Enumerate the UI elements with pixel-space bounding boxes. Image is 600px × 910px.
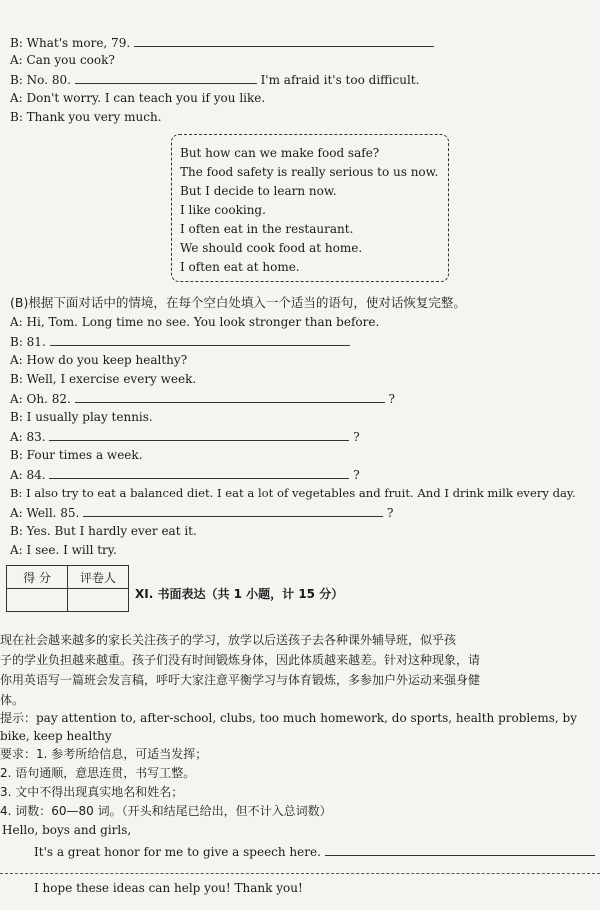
options-box — [171, 134, 449, 282]
option-item: But how can we make food safe? — [180, 146, 380, 160]
dialogue-line: B: Yes. But I hardly ever eat it. — [10, 524, 197, 538]
writing-prompt-line: 现在社会越来越多的家长关注孩子的学习，放学以后送孩子去各种课外辅导班，似乎孩 — [0, 633, 457, 647]
requirement-line: 4. 词数：60—80 词。（开头和结尾已给出，但不计入总词数） — [0, 804, 332, 818]
answer-blank-80[interactable] — [75, 71, 257, 84]
section-b-instruction: (B)根据下面对话中的情境，在每个空白处填入一个适当的语句，使对话恢复完整。 — [10, 295, 466, 310]
writing-blank[interactable] — [325, 843, 595, 856]
dialogue-line-81: B: 81. — [10, 333, 350, 350]
writing-prompt-line: 你用英语写一篇班会发言稿，呼吁大家注意平衡学习与体育锻炼，多参加户外运动来强身健 — [0, 673, 481, 687]
score-cell[interactable] — [7, 589, 68, 612]
writing-heading: XI. 书面表达（共 1 小题，计 15 分） — [135, 587, 344, 601]
dialogue-line: A: Can you cook? — [10, 53, 115, 67]
option-item: I like cooking. — [180, 203, 266, 217]
writing-prompt-line: 子的学业负担越来越重。孩子们没有时间锻炼身体，因此体质越来越差。针对这种现象，请 — [0, 653, 481, 667]
dialogue-line: B: Four times a week. — [10, 448, 143, 462]
requirement-line: 要求：1. 参考所给信息，可适当发挥； — [0, 747, 208, 761]
answer-blank-82[interactable] — [75, 390, 385, 403]
dialogue-line: B: Thank you very much. — [10, 110, 162, 124]
requirement-line: 3. 文中不得出现真实地名和姓名； — [0, 785, 184, 799]
answer-blank-84[interactable] — [49, 466, 349, 479]
dialogue-line-79: B: What's more, 79. — [10, 34, 434, 51]
answer-blank-79[interactable] — [134, 34, 434, 47]
option-item: But I decide to learn now. — [180, 184, 337, 198]
grader-cell[interactable] — [68, 589, 129, 612]
dialogue-line: B: I usually play tennis. — [10, 410, 153, 424]
speech-opening-line: It's a great honor for me to give a speech here. — [34, 843, 595, 860]
answer-blank-83[interactable] — [49, 428, 349, 441]
answer-blank-81[interactable] — [50, 333, 350, 346]
dialogue-line-84: A: 84. ? — [10, 468, 360, 482]
speech-closing: I hope these ideas can help you! Thank you! — [34, 881, 303, 895]
writing-prompt-line: 体。 — [0, 693, 25, 707]
dialogue-line: B: Well, I exercise every week. — [10, 372, 197, 386]
dialogue-line: A: Don't worry. I can teach you if you like. — [10, 91, 266, 105]
speech-greeting: Hello, boys and girls, — [2, 823, 132, 837]
score-label: 得 分 — [7, 566, 68, 589]
dialogue-line: A: How do you keep healthy? — [10, 353, 188, 367]
dialogue-line: B: I also try to eat a balanced diet. I eat a lot of vegetables and fruit. And I drink milk every day. — [10, 486, 576, 500]
dialogue-line-82: A: Oh. 82. ? — [10, 392, 395, 406]
requirement-line: 2. 语句通顺，意思连贯，书写工整。 — [0, 766, 196, 780]
dialogue-line: A: I see. I will try. — [10, 543, 117, 557]
hints-line: bike, keep healthy — [0, 729, 112, 743]
dialogue-line-80: B: No. 80. I'm afraid it's too difficult. — [10, 73, 420, 87]
dialogue-line-85: A: Well. 85. ? — [10, 506, 394, 520]
option-item: We should cook food at home. — [180, 241, 363, 255]
dialogue-line: A: Hi, Tom. Long time no see. You look stronger than before. — [10, 315, 380, 329]
grader-label: 评卷人 — [68, 566, 129, 589]
writing-line[interactable] — [0, 873, 600, 874]
answer-blank-85[interactable] — [83, 504, 383, 517]
score-table — [6, 565, 129, 612]
option-item: The food safety is really serious to us now. — [180, 165, 439, 179]
hints-line: 提示：pay attention to, after-school, clubs, too much homework, do sports, health problems, by — [0, 711, 577, 725]
dialogue-line-83: A: 83. ? — [10, 430, 360, 444]
option-item: I often eat at home. — [180, 260, 300, 274]
option-item: I often eat in the restaurant. — [180, 222, 354, 236]
